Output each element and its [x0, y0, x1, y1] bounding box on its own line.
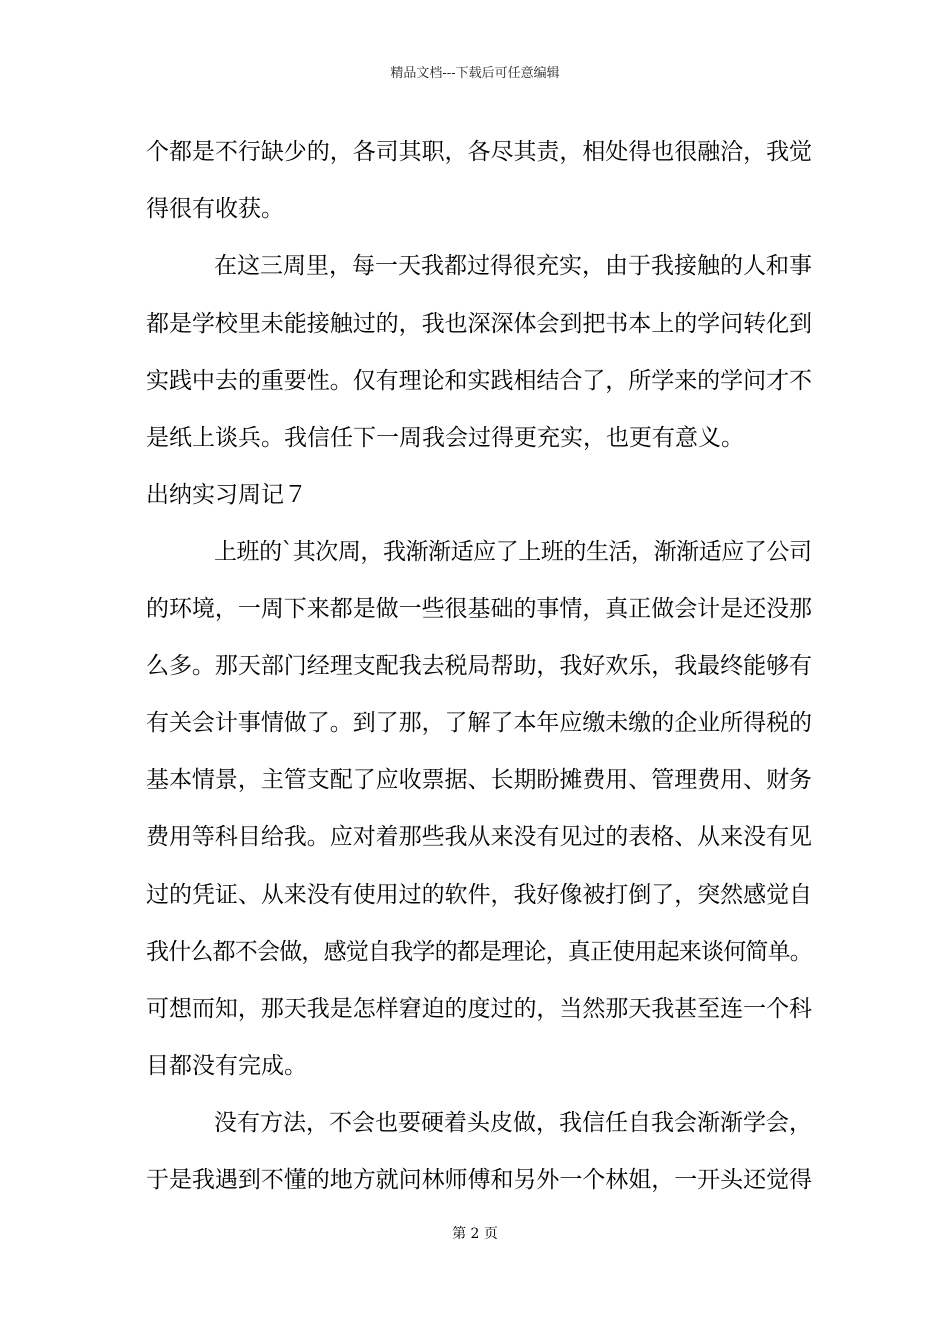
paragraph-line: 么多。那天部门经理支配我去税局帮助，我好欢乐，我最终能够有: [146, 653, 813, 679]
page-number: 第 2 页: [452, 1226, 498, 1242]
paragraph-line: 有关会计事情做了。到了那，了解了本年应缴未缴的企业所得税的: [146, 710, 813, 736]
paragraph-line: 上班的`其次周，我渐渐适应了上班的生活，渐渐适应了公司: [214, 539, 812, 565]
paragraph-line: 没有方法，不会也要硬着头皮做，我信任自我会渐渐学会，: [214, 1110, 812, 1136]
paragraph-line: 得很有收获。: [146, 196, 284, 222]
paragraph-line: 个都是不行缺少的，各司其职，各尽其责，相处得也很融洽，我觉: [146, 139, 813, 165]
page-header: 精品文档---下载后可任意编辑: [390, 66, 560, 81]
paragraph-line: 过的凭证、从来没有使用过的软件，我好像被打倒了，突然感觉自: [146, 882, 813, 908]
paragraph-line: 实践中去的重要性。仅有理论和实践相结合了，所学来的学问才不: [146, 368, 813, 394]
paragraph-line: 于是我遇到不懂的地方就问林师傅和另外一个林姐，一开头还觉得: [146, 1167, 813, 1193]
paragraph-line: 可想而知，那天我是怎样窘迫的度过的，当然那天我甚至连一个科: [146, 996, 813, 1022]
paragraph-line: 基本情景，主管支配了应收票据、长期盼摊费用、管理费用、财务: [146, 767, 813, 793]
paragraph-line: 是纸上谈兵。我信任下一周我会过得更充实，也更有意义。: [146, 425, 744, 451]
paragraph-line: 我什么都不会做，感觉自我学的都是理论，真正使用起来谈何简单。: [146, 939, 813, 965]
paragraph-line: 目都没有完成。: [146, 1053, 307, 1079]
section-heading: 出纳实习周记７: [146, 482, 307, 508]
paragraph-line: 都是学校里未能接触过的，我也深深体会到把书本上的学问转化到: [146, 311, 813, 337]
paragraph-line: 费用等科目给我。应对着那些我从来没有见过的表格、从来没有见: [146, 824, 813, 850]
paragraph-line: 的环境，一周下来都是做一些很基础的事情，真正做会计是还没那: [146, 596, 813, 622]
paragraph-line: 在这三周里，每一天我都过得很充实，由于我接触的人和事: [214, 253, 812, 279]
